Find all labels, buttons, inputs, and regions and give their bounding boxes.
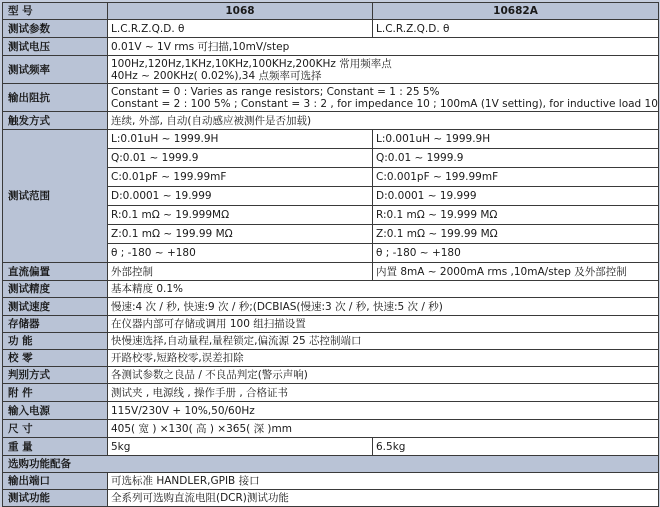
frequency-value bbox=[108, 56, 659, 84]
judging-label: 判别方式 bbox=[3, 367, 108, 384]
impedance-line-1: Constant = 0 : Varies as range resistors; Constant = 1 : 25 5% bbox=[111, 85, 440, 98]
frequency-line-2: 40Hz ~ 200KHz( 0.02%),34 点频率可选择 bbox=[111, 69, 322, 82]
params-row bbox=[3, 20, 659, 38]
frequency-line-1: 100Hz,120Hz,1KHz,10KHz,100KHz,200KHz 常用频率点 bbox=[111, 57, 392, 70]
power-label: 输入电源 bbox=[3, 402, 108, 420]
impedance-line-2: Constant = 2 : 100 5% ; Constant = 3 : 2 , for impedance 10 ; 100mA (1V setting), for inductive load 10 bbox=[111, 97, 658, 110]
model-label: 型 号 bbox=[3, 3, 108, 20]
range-label: 测试范围 bbox=[3, 130, 108, 263]
storage-label: 存储器 bbox=[3, 316, 108, 333]
judging-value: 各测试参数之良品 / 不良品判定(警示声响) bbox=[108, 367, 659, 384]
dcbias-row bbox=[3, 263, 659, 281]
zeroing-label: 校 零 bbox=[3, 350, 108, 367]
range-a: C:0.01pF ~ 199.99mF bbox=[108, 168, 373, 187]
range-b: C:0.001pF ~ 199.99mF bbox=[373, 168, 659, 187]
range-b: θ ; -180 ~ +180 bbox=[373, 244, 659, 263]
speed-value: 慢速:4 次 / 秒, 快速:9 次 / 秒;(DCBIAS(慢速:3 次 / 秒, 快速:5 次 / 秒) bbox=[108, 298, 659, 316]
frequency-row bbox=[3, 56, 659, 84]
range-a: R:0.1 mΩ ~ 19.999MΩ bbox=[108, 206, 373, 225]
accessories-value: 测试夹 , 电源线 , 操作手册 , 合格证书 bbox=[108, 384, 659, 402]
range-a: Q:0.01 ~ 1999.9 bbox=[108, 149, 373, 168]
dcbias-a: 外部控制 bbox=[108, 263, 373, 281]
test-label: 测试功能 bbox=[3, 490, 108, 507]
weight-a: 5kg bbox=[108, 438, 373, 456]
range-b: R:0.1 mΩ ~ 19.999 MΩ bbox=[373, 206, 659, 225]
header-row bbox=[3, 3, 659, 20]
size-value: 405( 宽 ) ×130( 高 ) ×365( 深 )mm bbox=[108, 420, 659, 438]
model-b: 10682A bbox=[373, 3, 659, 20]
dcbias-b: 内置 8mA ~ 2000mA rms ,10mA/step 及外部控制 bbox=[373, 263, 659, 281]
test-value: 全系列可选购直流电阻(DCR)测试功能 bbox=[108, 490, 659, 507]
voltage-label: 测试电压 bbox=[3, 38, 108, 56]
size-row bbox=[3, 420, 659, 438]
weight-b: 6.5kg bbox=[373, 438, 659, 456]
range-a: θ ; -180 ~ +180 bbox=[108, 244, 373, 263]
trigger-label: 触发方式 bbox=[3, 112, 108, 130]
impedance-value bbox=[108, 84, 659, 112]
functions-label: 功 能 bbox=[3, 333, 108, 350]
spec-table bbox=[2, 2, 659, 507]
range-b: Q:0.01 ~ 1999.9 bbox=[373, 149, 659, 168]
speed-label: 测试速度 bbox=[3, 298, 108, 316]
accuracy-label: 测试精度 bbox=[3, 281, 108, 298]
model-a: 1068 bbox=[108, 3, 373, 20]
size-label: 尺 寸 bbox=[3, 420, 108, 438]
functions-value: 快慢速选择,自动量程,量程锁定,偏流源 25 芯控制端口 bbox=[108, 333, 659, 350]
port-label: 输出端口 bbox=[3, 473, 108, 490]
dcbias-label: 直流偏置 bbox=[3, 263, 108, 281]
accessories-label: 附 件 bbox=[3, 384, 108, 402]
test-row bbox=[3, 490, 659, 507]
speed-row bbox=[3, 298, 659, 316]
power-value: 115V/230V + 10%,50/60Hz bbox=[108, 402, 659, 420]
weight-label: 重 量 bbox=[3, 438, 108, 456]
trigger-row bbox=[3, 112, 659, 130]
params-label: 测试参数 bbox=[3, 20, 108, 38]
range-a: L:0.01uH ~ 1999.9H bbox=[108, 130, 373, 149]
voltage-row bbox=[3, 38, 659, 56]
params-b: L.C.R.Z.Q.D. θ bbox=[373, 20, 659, 38]
functions-row bbox=[3, 333, 659, 350]
range-row bbox=[3, 130, 659, 149]
trigger-value: 连续, 外部, 自动(自动感应被测件是否加载) bbox=[108, 112, 659, 130]
accuracy-row bbox=[3, 281, 659, 298]
range-a: D:0.0001 ~ 19.999 bbox=[108, 187, 373, 206]
weight-row bbox=[3, 438, 659, 456]
port-row bbox=[3, 473, 659, 490]
zeroing-row bbox=[3, 350, 659, 367]
accuracy-value: 基本精度 0.1% bbox=[108, 281, 659, 298]
storage-row bbox=[3, 316, 659, 333]
impedance-label: 输出阻抗 bbox=[3, 84, 108, 112]
options-title: 选购功能配备 bbox=[3, 456, 659, 473]
range-b: L:0.001uH ~ 1999.9H bbox=[373, 130, 659, 149]
zeroing-value: 开路校零,短路校零,误差扣除 bbox=[108, 350, 659, 367]
params-a: L.C.R.Z.Q.D. θ bbox=[108, 20, 373, 38]
accessories-row bbox=[3, 384, 659, 402]
voltage-value: 0.01V ~ 1V rms 可扫描,10mV/step bbox=[108, 38, 659, 56]
impedance-row bbox=[3, 84, 659, 112]
range-b: Z:0.1 mΩ ~ 199.99 MΩ bbox=[373, 225, 659, 244]
options-title-row bbox=[3, 456, 659, 473]
storage-value: 在仪器内部可存储或调用 100 组扫描设置 bbox=[108, 316, 659, 333]
port-value: 可选标准 HANDLER,GPIB 接口 bbox=[108, 473, 659, 490]
frequency-label: 测试频率 bbox=[3, 56, 108, 84]
range-a: Z:0.1 mΩ ~ 199.99 MΩ bbox=[108, 225, 373, 244]
power-row bbox=[3, 402, 659, 420]
range-b: D:0.0001 ~ 19.999 bbox=[373, 187, 659, 206]
judging-row bbox=[3, 367, 659, 384]
